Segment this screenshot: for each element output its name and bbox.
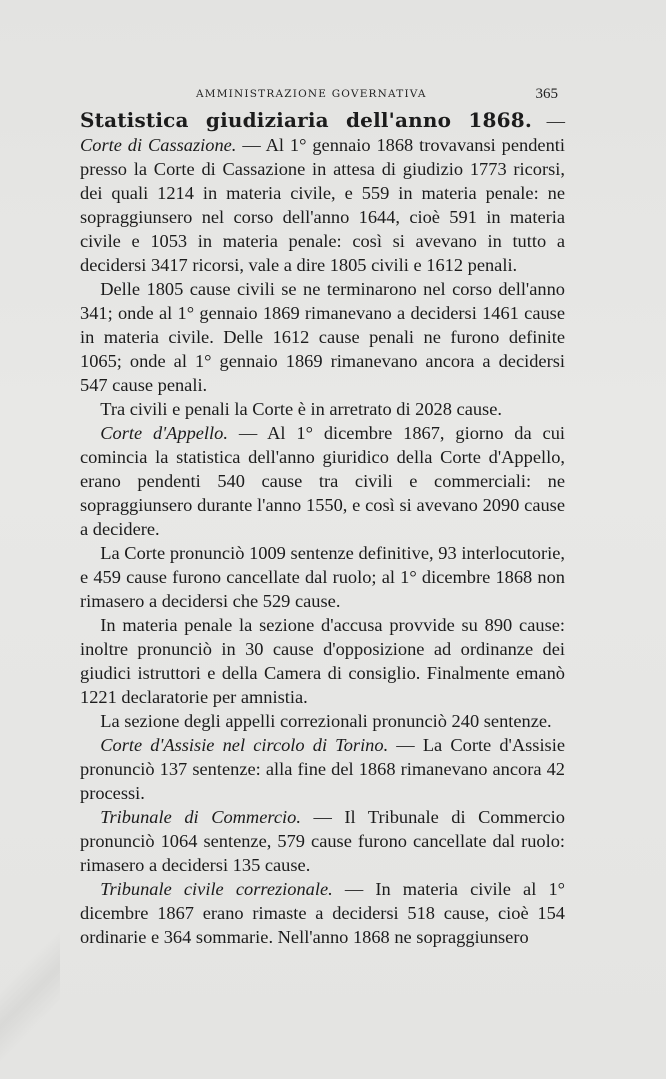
paragraph-text: — Il Tribunale di Commercio pronunciò 1064 sentenze, 579 cause furono cancellate dal ruolo: rimasero a decidersi 135 cause. [80, 807, 565, 875]
page-number: 365 [535, 86, 558, 102]
subsection-heading-cassazione: Corte di Cassazione. [80, 135, 237, 155]
paragraph-sentenze-appello: La Corte pronunciò 1009 sentenze definitive, 93 interlocutorie, e 459 cause furono cancellate dal ruolo; al 1° dicembre 1868 non rimasero a decidersi che 529 cause. [80, 543, 565, 611]
paragraph-materia-penale: In materia penale la sezione d'accusa provvide su 890 cause: inoltre pronunciò in 30 cause d'opposizione ad ordinanze dei giudici istruttori e della Camera di consiglio. Finalmente emanò 1221 declaratorie per amnistia. [80, 615, 565, 707]
title-dash: — [531, 111, 565, 131]
paragraph-arretrato: Tra civili e penali la Corte è in arretrato di 2028 cause. [100, 399, 502, 419]
subsection-heading-assisie: Corte d'Assisie nel circolo di Torino. [100, 735, 389, 755]
paragraph-tribunale-civile [80, 877, 565, 949]
page-body [80, 108, 565, 949]
section-title: Statistica giudiziaria dell'anno 1868. [80, 108, 532, 132]
paragraph-text: — La Corte d'Assisie pronunciò 137 sentenze: alla fine del 1868 rimanevano ancora 42 processi. [80, 735, 565, 803]
paragraph-commercio [80, 805, 565, 877]
paragraph-text: — Al 1° dicembre 1867, giorno da cui comincia la statistica dell'anno giuridico della Corte d'Appello, erano pendenti 540 cause tra civili e commerciali: ne sopraggiunsero durante l'anno 1550, e così si avevano 2090 cause a decidere. [80, 423, 566, 539]
running-head: AMMINISTRAZIONE GOVERNATIVA [196, 88, 427, 100]
paragraph-appelli-correzionali: La sezione degli appelli correzionali pronunciò 240 sentenze. [100, 711, 552, 731]
subsection-heading-commercio: Tribunale di Commercio. [100, 807, 301, 827]
paragraph-cassazione [80, 108, 565, 277]
paragraph-appello [80, 421, 565, 541]
page-crease [0, 889, 60, 1079]
subsection-heading-appello: Corte d'Appello. [100, 423, 228, 443]
paragraph-text: — Al 1° gennaio 1868 trovavansi pendenti presso la Corte di Cassazione in attesa di giudizio 1773 ricorsi, dei quali 1214 in materia civile, e 559 in materia penale: ne sopraggiunsero nel corso dell'anno 1644, cioè 591 in materia civile e 1053 in materia penale: così si avevano in tutto a decidersi 3417 ricorsi, vale a dire 1805 civili e 1612 penali. [80, 135, 565, 275]
paragraph-text: — In materia civile al 1° dicembre 1867 erano rimaste a decidersi 518 cause, cioè 154 ordinarie e 364 sommarie. Nell'anno 1868 ne sopraggiunsero [80, 879, 565, 947]
paragraph-assisie [80, 733, 565, 805]
paragraph-cause-civili: Delle 1805 cause civili se ne terminarono nel corso dell'anno 341; onde al 1° gennaio 1869 rimanevano a decidersi 1461 cause in materia civile. Delle 1612 cause penali ne furono definite 1065; onde al 1° gennaio 1869 rimanevano ancora a decidersi 547 cause penali. [80, 279, 565, 395]
page-header [86, 86, 560, 106]
subsection-heading-tribunale-civile: Tribunale civile correzionale. [100, 879, 333, 899]
